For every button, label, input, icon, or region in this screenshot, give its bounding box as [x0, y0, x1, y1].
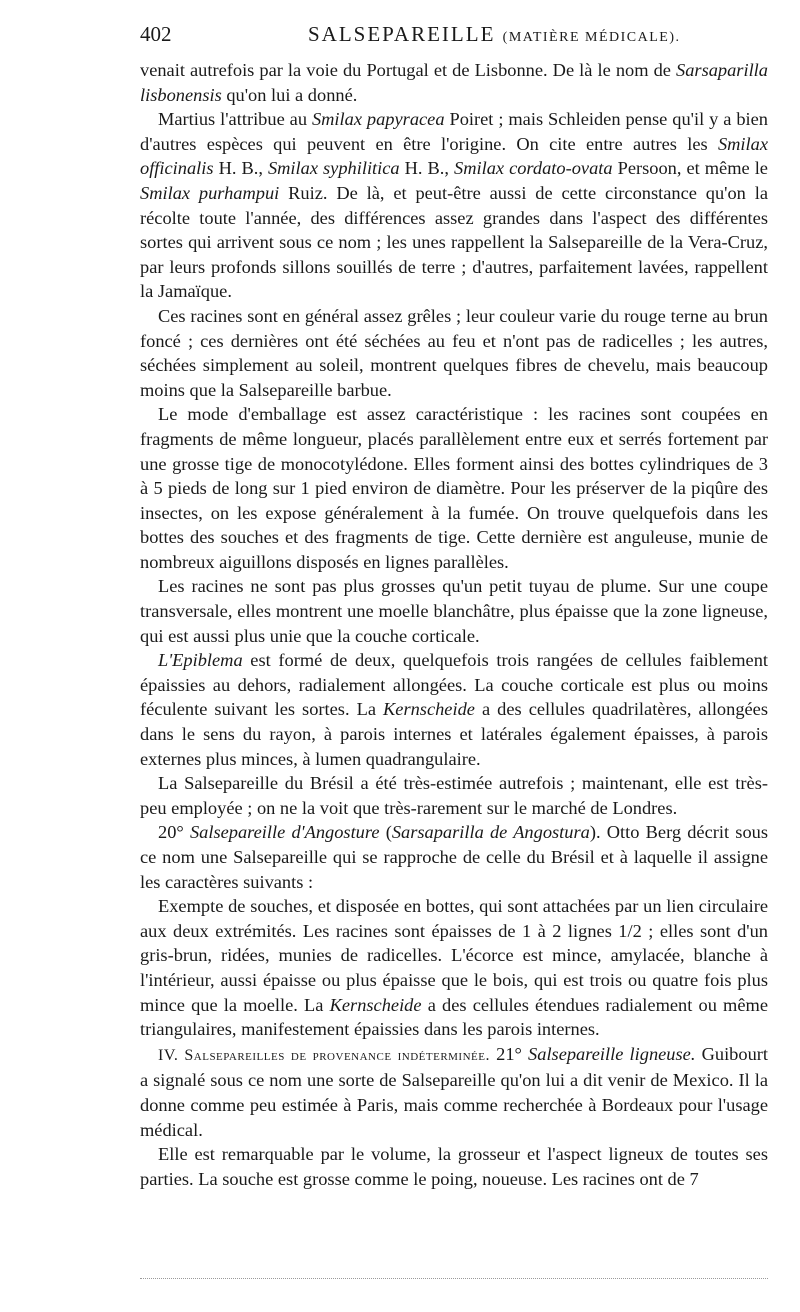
running-head-title: SALSEPAREILLE [308, 22, 496, 46]
paragraph-5: Les racines ne sont pas plus grosses qu'un petit tuyau de plume. Sur une coupe transversale, elles montrent une moelle blanchâtre, plus épaisse que la zone ligneuse, qui est aussi plus unie que la couche corticale. [140, 576, 768, 646]
paragraph-11: Elle est remarquable par le volume, la grosseur et l'aspect ligneux de toutes ses parties. La souche est grosse comme le poing, noueuse. Les racines ont de 7 [140, 1144, 768, 1189]
paragraph-1: venait autrefois par la voie du Portugal et de Lisbonne. De là le nom de Sarsaparilla lisbonensis qu'on lui a donné. [140, 60, 768, 105]
running-head [308, 18, 680, 54]
paragraph-8: 20° Salsepareille d'Angosture (Sarsaparilla de Angostura). Otto Berg décrit sous ce nom une Salsepareille qui se rapproche de celle du Brésil et à laquelle il assigne les caractères suivants : [140, 822, 768, 892]
paragraph-2: Martius l'attribue au Smilax papyracea Poiret ; mais Schleiden pense qu'il y a bien d'autres espèces qui peuvent en être l'origine. On cite entre autres les Smilax officinalis H. B., Smilax syphilitica H. B., Smilax cordato-ovata Persoon, et même le Smilax purhampui Ruiz. De là, et peut-être aussi de cette circonstance qu'on la récolte toute l'année, des différences assez grandes dans l'aspect des différentes sortes qui arrivent sous ce nom ; les unes rappellent la Salsepareille de la Vera-Cruz, par leurs profonds sillons souillés de terre ; d'autres, parfaitement lavées, rappellent la Jamaïque. [140, 109, 768, 302]
body-text [140, 58, 768, 1191]
paragraph-3: Ces racines sont en général assez grêles ; leur couleur varie du rouge terne au brun foncé ; ces dernières ont été séchées au feu et n'ont pas de radicelles ; les autres, séchées simplement au soleil, montrent quelques fibres de chevelu, mais beaucoup moins que la Salsepareille barbue. [140, 305, 768, 400]
footer-rule [140, 1278, 768, 1279]
paragraph-6: L'Epiblema est formé de deux, quelquefois trois rangées de cellules faiblement épaissies au dehors, radialement allongées. La couche corticale est plus ou moins féculente suivant les sortes. La Kernscheide a des cellules quadrilatères, allongées dans le sens du rayon, à parois internes et latérales également épaisses, à parois externes plus minces, à lumen quadrangulaire. [140, 650, 768, 769]
page-header [140, 18, 764, 50]
paragraph-7: La Salsepareille du Brésil a été très-estimée autrefois ; maintenant, elle est très-peu employée ; on ne la voit que très-rarement sur le marché de Londres. [140, 773, 768, 818]
page-number: 402 [140, 22, 172, 46]
running-head-subtitle: (MATIÈRE MÉDICALE). [502, 30, 681, 45]
paragraph-9: Exempte de souches, et disposée en bottes, qui sont attachées par un lien circulaire aux deux extrémités. Les racines sont épaisses de 1 à 2 lignes 1/2 ; elles sont d'un gris-brun, ridées, munies de radicelles. L'écorce est mince, amylacée, blanche à l'intérieur, aussi épaisse ou plus épaisse que le bois, qui est trois ou quatre fois plus mince que la moelle. La Kernscheide a des cellules étendues radialement ou même triangulaires, manifestement épaissies dans les parois internes. [140, 896, 768, 1040]
section-heading: IV. Salsepareilles de provenance indéterminée. [158, 1046, 490, 1064]
paragraph-10: IV. Salsepareilles de provenance indéterminée. 21° Salsepareille ligneuse. Guibourt a signalé sous ce nom une sorte de Salsepareille qu'on lui a dit venir de Mexico. Il la donne comme peu estimée à Paris, mais comme recherchée à Bordeaux pour l'usage médical. [140, 1043, 768, 1140]
paragraph-4: Le mode d'emballage est assez caractéristique : les racines sont coupées en fragments de même longueur, placés parallèlement entre eux et serrés fortement par une grosse tige de monocotylédone. Elles forment ainsi des bottes cylindriques de 3 à 5 pieds de long sur 1 pied environ de diamètre. Pour les préserver de la piqûre des insectes, on les expose généralement à la fumée. On trouve quelquefois dans les bottes des souches et des fragments de tige. Cette dernière est anguleuse, munie de nombreux aiguillons disposés en lignes parallèles. [140, 404, 768, 572]
